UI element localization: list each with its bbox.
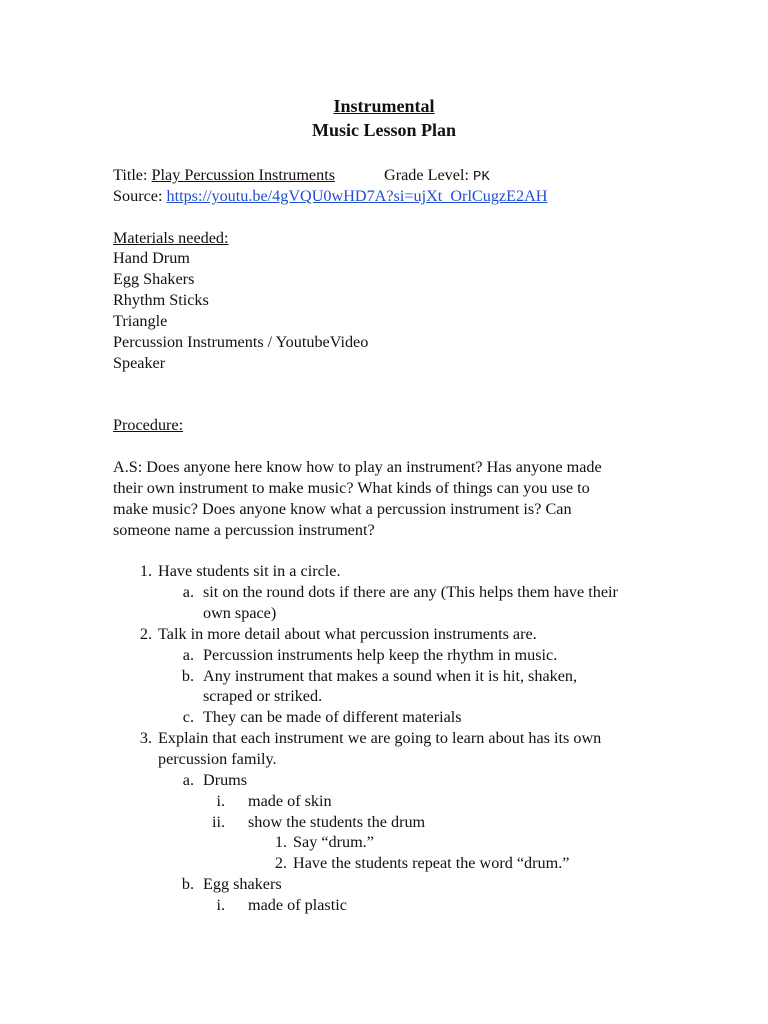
roman-text: made of plastic [248,896,347,914]
source-row [113,186,547,207]
title-value: Play Percussion Instruments [151,166,335,184]
substep-mark: b. [181,875,194,893]
procedure-heading: Procedure: [113,416,184,434]
substep-text: Drums [203,771,248,789]
substep-text: scraped or striked. [203,687,323,705]
grade-label: Grade Level: [384,166,469,184]
nested-number: 1. [274,833,287,851]
material-item: Rhythm Sticks [113,291,209,309]
substep-text: own space) [203,604,277,622]
intro-line: A.S: Does anyone here know how to play an instrument? Has anyone made [113,458,602,476]
step-number: 2. [139,625,152,643]
roman-text: show the students the drum [248,813,426,831]
material-item: Triangle [113,312,168,330]
source-label: Source: [113,187,163,205]
substep-mark: a. [182,583,194,601]
substep-mark: c. [182,708,194,726]
intro-line: their own instrument to make music? What kinds of things can you use to [113,479,590,497]
roman-mark: i. [216,792,225,810]
intro-line: make music? Does anyone know what a percussion instrument is? Can [113,500,572,518]
substep-mark: a. [182,646,194,664]
grade-row [384,165,490,188]
step-text: Have students sit in a circle. [158,562,341,580]
roman-mark: i. [216,896,225,914]
step-number: 1. [139,562,152,580]
substep-text: sit on the round dots if there are any (This helps them have their [203,583,618,601]
document-title: Instrumental [333,96,435,116]
substep-mark: a. [182,771,194,789]
nested-number: 2. [274,854,287,872]
nested-text: Say “drum.” [293,833,374,851]
title-label: Title: [113,166,148,184]
material-item: Hand Drum [113,249,190,267]
lesson-title-row [113,165,335,186]
material-item: Egg Shakers [113,270,195,288]
step-number: 3. [139,729,152,747]
substep-text: Egg shakers [203,875,282,893]
material-item: Speaker [113,354,166,372]
document-subtitle: Music Lesson Plan [311,120,457,140]
substep-text: Percussion instruments help keep the rhythm in music. [203,646,558,664]
material-item: Percussion Instruments / YoutubeVideo [113,333,369,351]
substep-mark: b. [181,667,194,685]
step-text: percussion family. [158,750,277,768]
step-text: Explain that each instrument we are going to learn about has its own [158,729,602,747]
grade-value: PK [472,169,490,185]
roman-text: made of skin [248,792,332,810]
substep-text: They can be made of different materials [203,708,462,726]
step-text: Talk in more detail about what percussion instruments are. [158,625,537,643]
nested-text: Have the students repeat the word “drum.” [293,854,570,872]
intro-line: someone name a percussion instrument? [113,521,375,539]
roman-mark: ii. [211,813,225,831]
substep-text: Any instrument that makes a sound when it is hit, shaken, [203,667,578,685]
source-link[interactable]: https://youtu.be/4gVQU0wHD7A?si=ujXt_OrlCugzE2AH [166,187,548,205]
materials-heading: Materials needed: [113,229,229,247]
